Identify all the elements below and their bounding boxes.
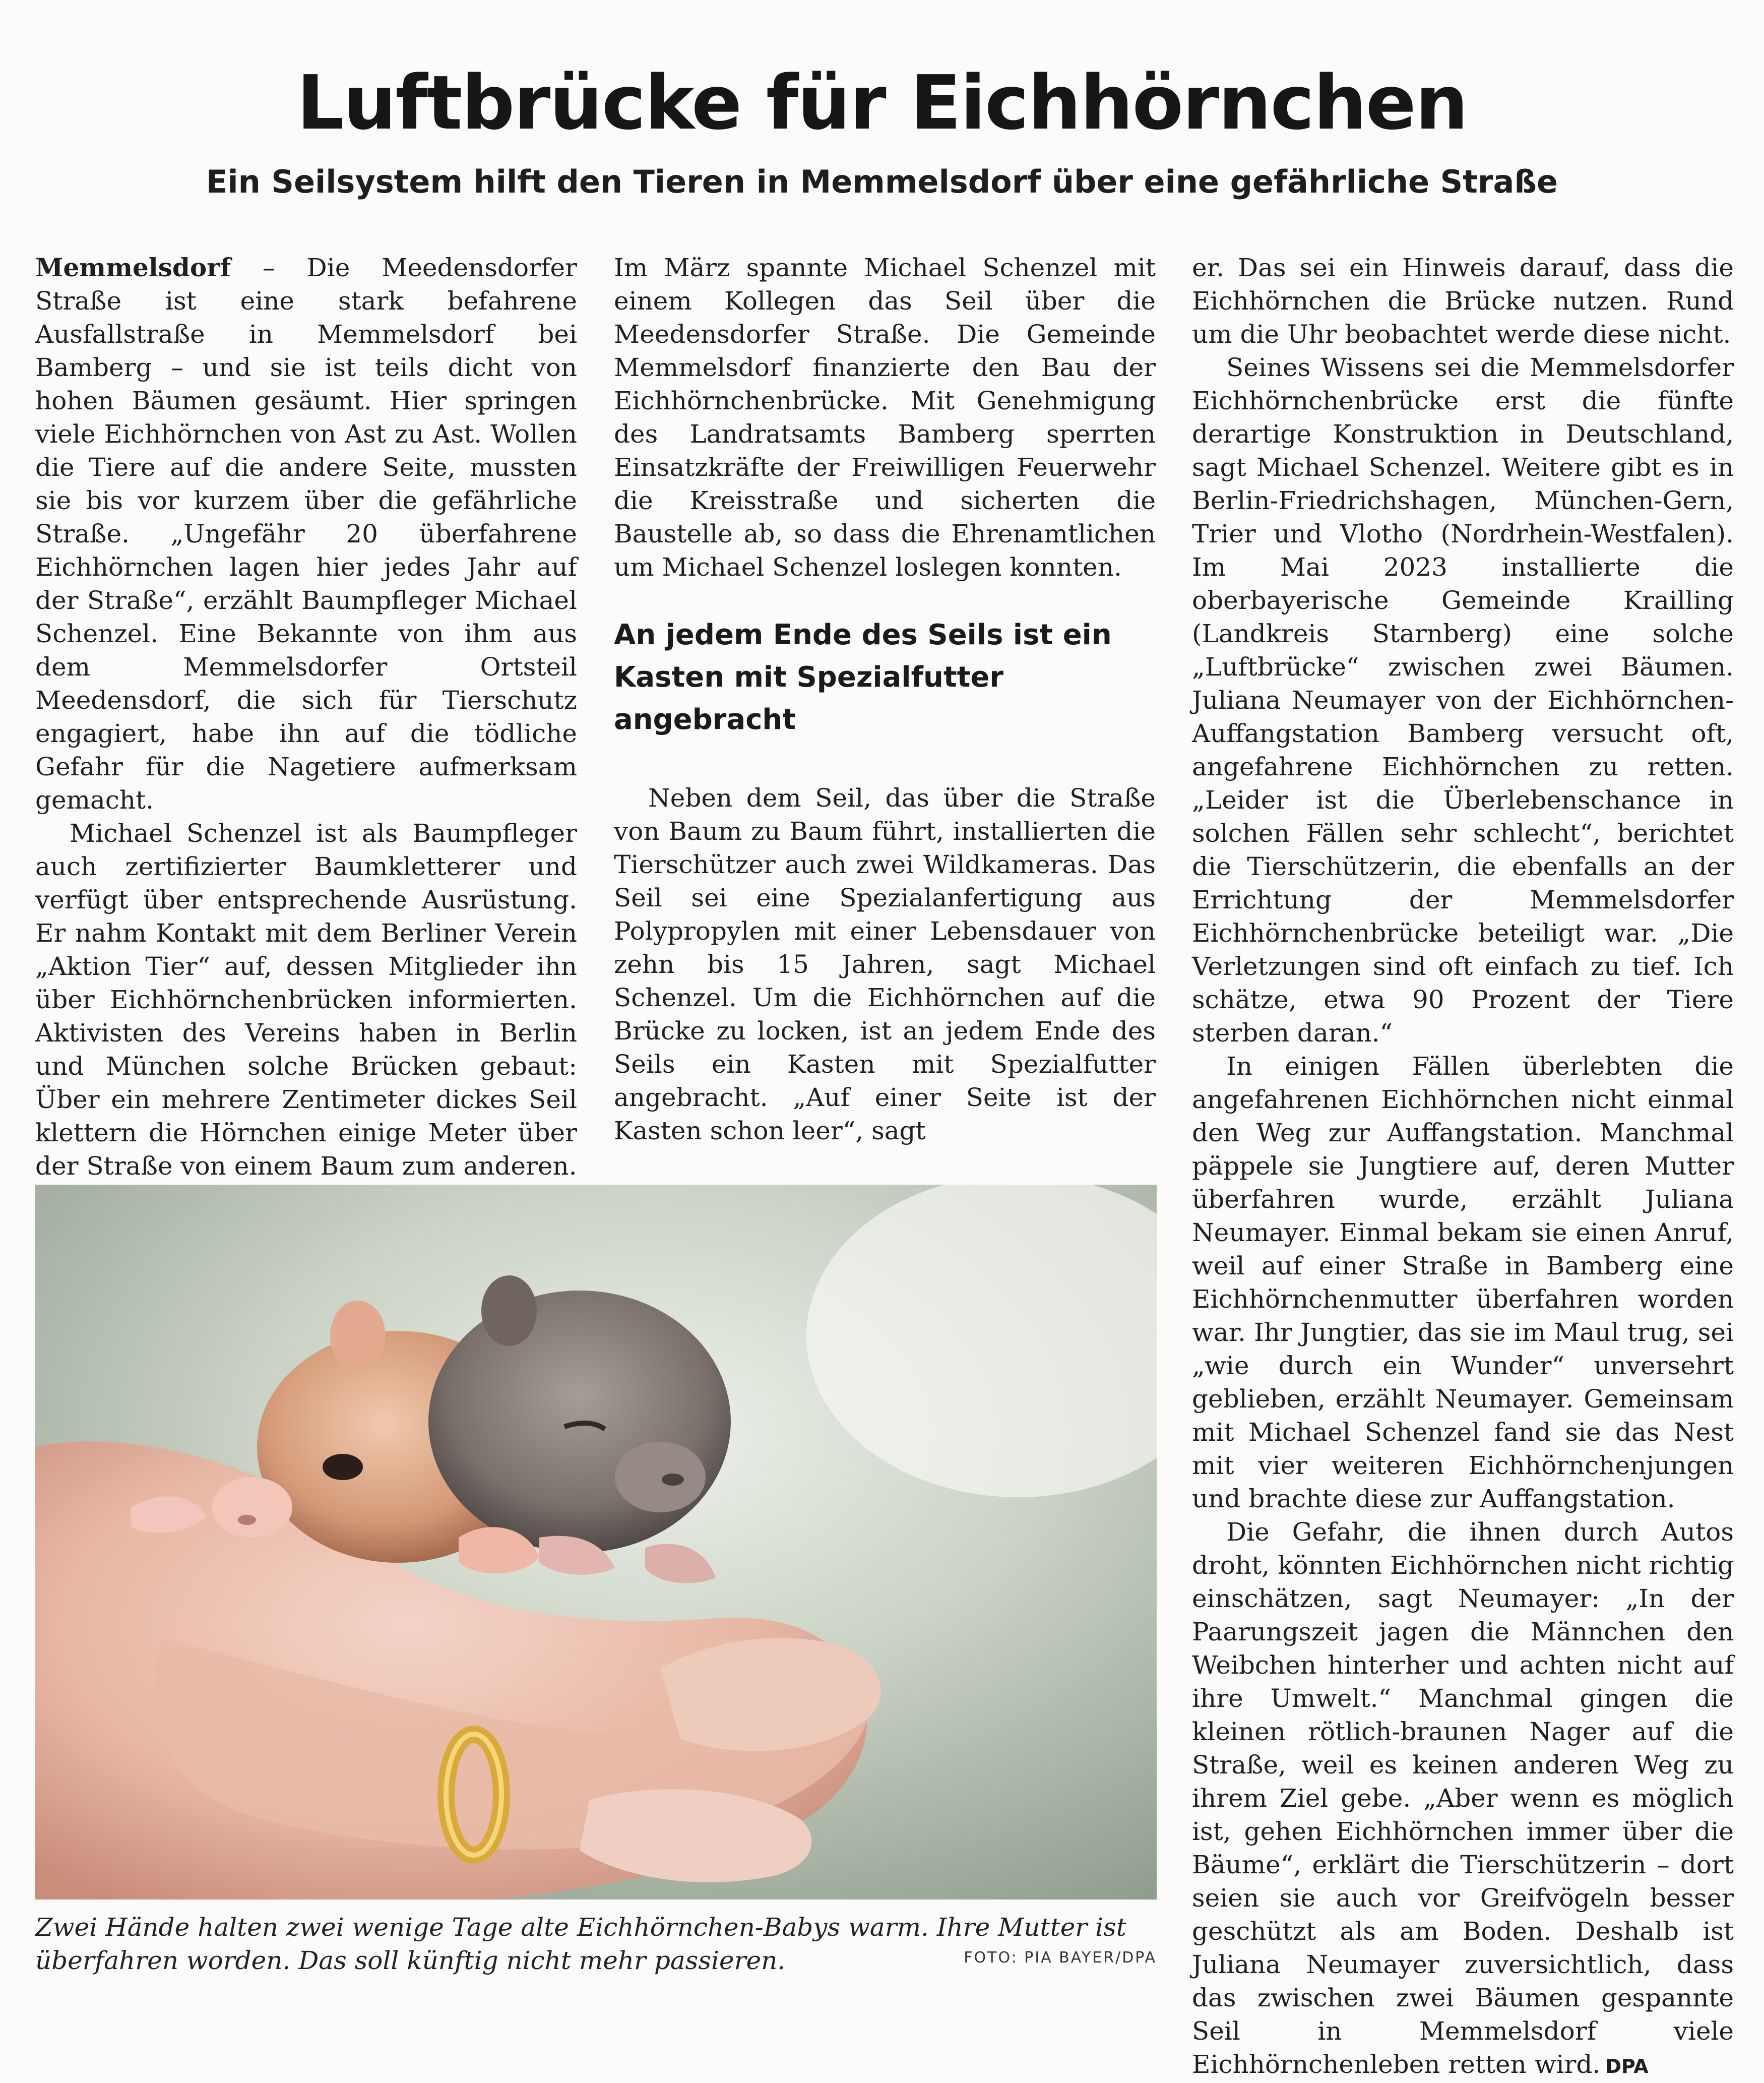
- paragraph-text: – Die Meedensdorfer Straße ist eine stark befahrene Ausfallstraße in Memmelsdorf bei Bamberg – und sie ist teils dicht von hohen Bäumen gesäumt. Hier springen viele Eichhörnchen von Ast zu Ast. Wollen die Tiere auf die andere Seite, mussten sie bis vor kurzem über die gefährliche Straße. „Ungefähr 20 überfahrene Eichhörnchen lagen hier jedes Jahr auf der Straße“, erzählt Baumpfleger Michael Schenzel. Eine Bekannte von ihm aus dem Memmelsdorfer Ortsteil Meedensdorf, die sich für Tierschutz engagiert, habe ihn auf die tödliche Gefahr für die Nagetiere aufmerksam gemacht.: [35, 253, 577, 815]
- paragraph: [1192, 1515, 1734, 2083]
- paragraph: [35, 251, 577, 817]
- intertitle: An jedem Ende des Seils ist ein Kasten mit Spezialfutter angebracht: [614, 619, 1112, 736]
- subheadline: Ein Seilsystem hilft den Tieren in Memmelsdorf über eine gefährliche Straße: [206, 163, 1558, 200]
- article-column-2: [614, 251, 1156, 1145]
- photo-baby-squirrels-in-hands: [35, 1185, 1157, 1900]
- paragraph: Im März spannte Michael Schenzel mit einem Kollegen das Seil über die Meedensdorfer Straße. Die Gemeinde Memmelsdorf finanzierte den Bau der Eichhörnchenbrücke. Mit Genehmigung des Landratsamts Bamberg sperrten Einsatzkräfte der Freiwilligen Feuerwehr die Kreisstraße und sicherten die Baustelle ab, so dass die Ehrenamtlichen um Michael Schenzel loslegen konnten.: [614, 253, 1156, 582]
- article-column-1: [35, 251, 577, 1181]
- paragraph: Michael Schenzel ist als Baumpfleger auch zertifizierter Baumkletterer und verfügt über entsprechende Ausrüstung. Er nahm Kontakt mit dem Berliner Verein „Aktion Tier“ auf, dessen Mitglieder ihn über Eichhörnchenbrücken informierten. Aktivisten des Vereins haben in Berlin und München solche Brücken gebaut: Über ein mehrere Zentimeter dickes Seil klettern die Hörnchen einige Meter über der Straße von einem Baum zum anderen.: [35, 819, 577, 1181]
- article-column-3: [1192, 251, 1734, 2079]
- paragraph-text: Die Gefahr, die ihnen durch Autos droht, könnten Eichhörnchen nicht richtig einschätzen, sagt Neumayer: „In der Paarungszeit jagen die Männchen den Weibchen hinterher und achten nicht auf ihre Umwelt.“ Manchmal gingen die kleinen rötlich-braunen Nager auf die Straße, weil es keinen anderen Weg zu ihrem Ziel gebe. „Aber wenn es möglich ist, gehen Eichhörnchen immer über die Bäume“, erklärt die Tierschützerin – dort seien sie auch vor Greifvögeln besser geschützt als am Boden. Deshalb ist Juliana Neumayer zuversichtlich, dass das zwischen zwei Bäumen gespannte Seil in Memmelsdorf viele Eichhörnchenleben retten wird.: [1192, 1517, 1734, 2079]
- paragraph: Seines Wissens sei die Memmelsdorfer Eichhörnchenbrücke erst die fünfte derartige Konstruktion in Deutschland, sagt Michael Schenzel. Weitere gibt es in Berlin-Friedrichshagen, München-Gern, Trier und Vlotho (Nordrhein-Westfalen). Im Mai 2023 installierte die oberbayerische Gemeinde Krailling (Landkreis Starnberg) eine solche „Luftbrücke“ zwischen zwei Bäumen. Juliana Neumayer von der Eichhörnchen-Auffangstation Bamberg versucht oft, angefahrene Eichhörnchen zu retten. „Leider ist die Überlebenschance in solchen Fällen sehr schlecht“, berichtet die Tierschützerin, die ebenfalls an der Errichtung der Memmelsdorfer Eichhörnchenbrücke beteiligt war. „Die Verletzungen sind oft einfach zu tief. Ich schätze, etwa 90 Prozent der Tiere sterben daran.“: [1192, 353, 1734, 1048]
- paragraph: Neben dem Seil, das über die Straße von Baum zu Baum führt, installierten die Tierschützer auch zwei Wildkameras. Das Seil sei eine Spezialanfertigung aus Polypropylen mit einer Lebensdauer von zehn bis 15 Jahren, sagt Michael Schenzel. Um die Eichhörnchen auf die Brücke zu locken, ist an jedem Ende des Seils ein Kasten mit Spezialfutter angebracht. „Auf einer Seite ist der Kasten schon leer“, sagt: [614, 783, 1156, 1145]
- dateline: Memmelsdorf: [35, 253, 231, 282]
- headline: Luftbrücke für Eichhörnchen: [296, 59, 1468, 146]
- paragraph: er. Das sei ein Hinweis darauf, dass die Eichhörnchen die Brücke nutzen. Rund um die Uhr beobachtet werde diese nicht.: [1192, 253, 1734, 349]
- paragraph: In einigen Fällen überlebten die angefahrenen Eichhörnchen nicht einmal den Weg zur Auffangstation. Manchmal päppele sie Jungtiere auf, deren Mutter überfahren wurde, erzählt Juliana Neumayer. Einmal bekam sie einen Anruf, weil auf einer Straße in Bamberg eine Eichhörnchenmutter überfahren worden war. Ihr Jungtier, das sie im Maul trug, sei „wie durch ein Wunder“ unversehrt geblieben, erzählt Neumayer. Gemeinsam mit Michael Schenzel fand sie das Nest mit vier weiteren Eichhörnchenjungen und brachte diese zur Auffangstation.: [1192, 1052, 1734, 1513]
- photo-caption: Zwei Hände halten zwei wenige Tage alte Eichhörnchen-Babys warm. Ihre Mutter ist überfahren worden. Das soll künftig nicht mehr passieren.: [35, 1913, 1126, 1975]
- agency-tag: DPA: [1605, 2055, 1649, 2077]
- photo-credit: FOTO: PIA BAYER/DPA: [964, 1949, 1157, 1967]
